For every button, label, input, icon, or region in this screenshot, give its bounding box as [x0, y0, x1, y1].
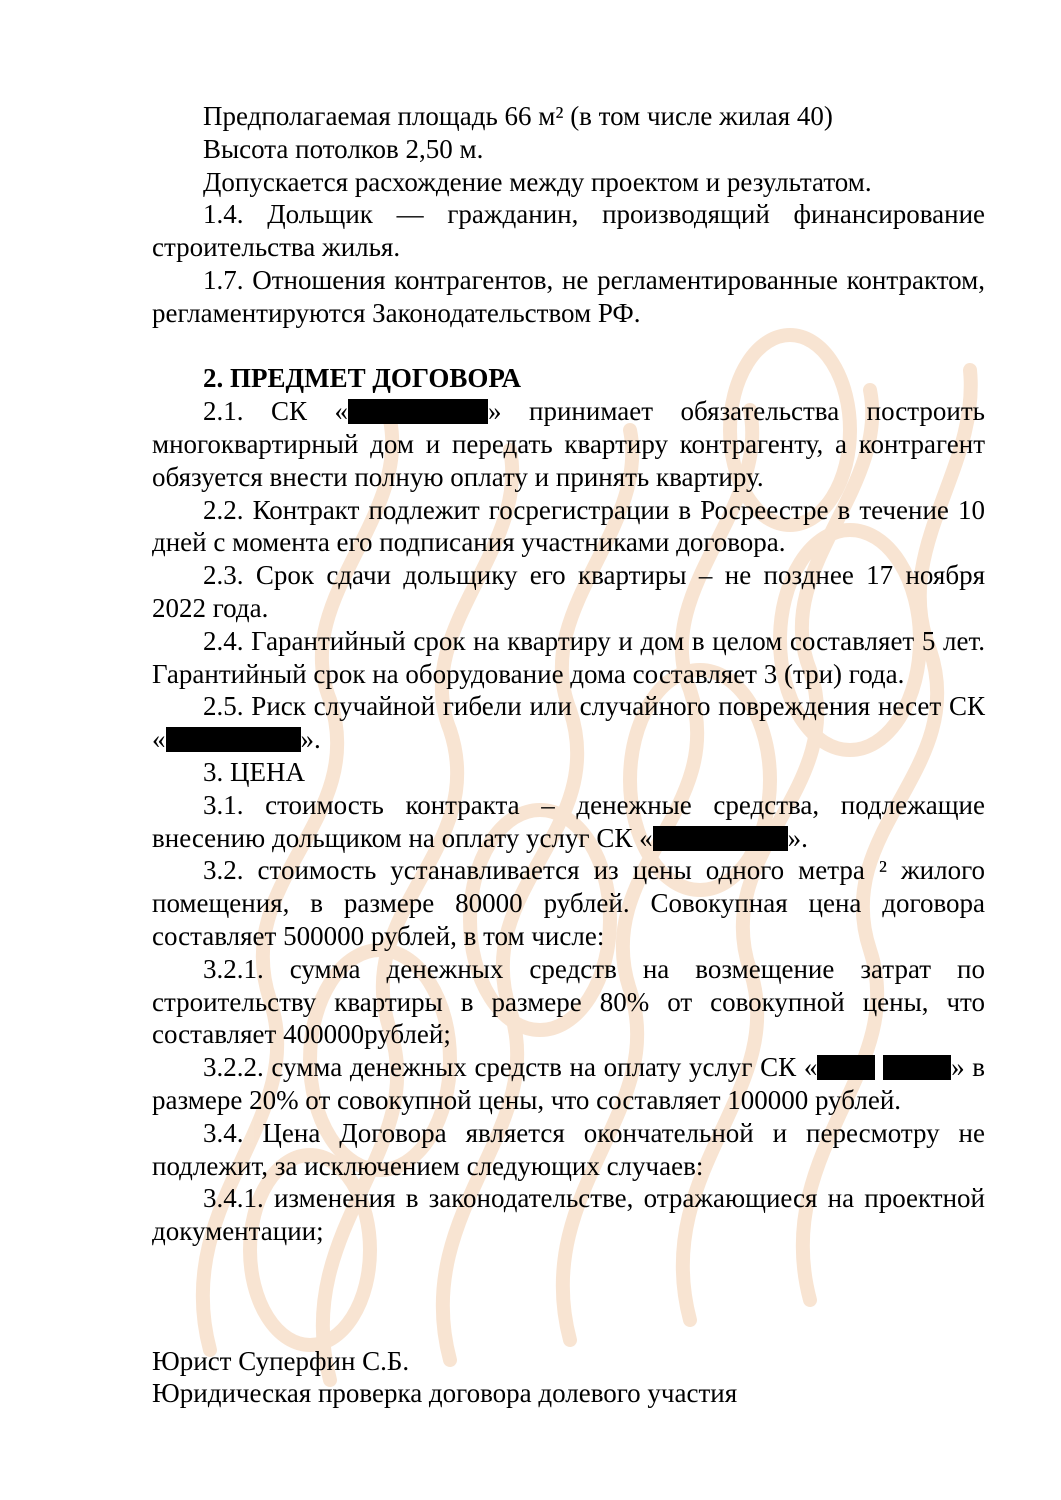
redaction-box: [883, 1055, 951, 1080]
clause-3-4-1: 3.4.1. изменения в законодательстве, отражающиеся на проектной документации;: [152, 1183, 985, 1247]
section-3-heading: 3. ЦЕНА: [203, 756, 305, 787]
clause-3-2-2-start: 3.2.2. сумма денежных средств на оплату услуг СК «: [203, 1052, 818, 1083]
clause-2-3: 2.3. Срок сдачи дольщику его квартиры – не позднее 17 ноября 2022 года.: [152, 560, 985, 623]
clause-3-2-2: [152, 1051, 985, 1117]
redaction-box: [166, 727, 301, 752]
document-body: [152, 100, 985, 1248]
discrepancy-line: Допускается расхождение между проектом и результатом.: [203, 166, 872, 197]
clause-3-2-1: 3.2.1. сумма денежных средств на возмещение затрат по строительству квартиры в размере 80% от совокупной цены, что составляет 400000рублей;: [152, 953, 985, 1050]
document-caption: Юридическая проверка договора долевого участия: [152, 1378, 738, 1408]
ceiling-line: Высота потолков 2,50 м.: [203, 133, 484, 164]
clause-2-5-start: 2.5. Риск случайной гибели или случайного повреждения несет СК «: [152, 691, 985, 755]
clause-3-1: [152, 789, 985, 855]
clause-2-4: 2.4. Гарантийный срок на квартиру и дом в целом составляет 5 лет. Гарантийный срок на оборудование дома составляет 3 (три) года.: [152, 625, 985, 689]
clause-1-7: 1.7. Отношения контрагентов, не регламентированные контрактом, регламентируются Законодательством РФ.: [152, 264, 985, 328]
document-footer: [152, 1345, 737, 1409]
clause-1-4: 1.4. Дольщик — гражданин, производящий финансирование строительства жилья.: [152, 199, 985, 263]
clause-2-5: [152, 690, 985, 756]
clause-2-2: 2.2. Контракт подлежит госрегистрации в Росреестре в течение 10 дней с момента его подписания участниками договора.: [152, 494, 985, 558]
section-2-heading: 2. ПРЕДМЕТ ДОГОВОРА: [203, 363, 521, 394]
clause-3-1-end: ».: [787, 822, 808, 853]
clause-3-2: 3.2. стоимость устанавливается из цены одного метра ² жилого помещения, в размере 80000 рублей. Совокупная цена договора составляет 500000 рублей, в том числе:: [152, 855, 985, 951]
clause-3-4: 3.4. Цена Договора является окончательной и пересмотру не подлежит, за исключением следующих случаев:: [152, 1117, 985, 1181]
area-line: Предполагаемая площадь 66 м² (в том числе жилая 40): [203, 101, 833, 131]
clause-2-1-end: » принимает обязательства построить многоквартирный дом и передать квартиру контрагенту, а контрагент обязуется внести полную оплату и принять квартиру.: [152, 396, 985, 492]
redaction-box: [348, 399, 488, 424]
redaction-box: [653, 826, 788, 851]
clause-2-5-end: ».: [300, 724, 321, 755]
clause-2-1-start: 2.1. СК «: [203, 396, 349, 427]
clause-2-1: [152, 395, 985, 493]
redaction-box: [817, 1055, 875, 1080]
author-signature: Юрист Суперфин С.Б.: [152, 1346, 410, 1376]
clause-3-1-start: 3.1. стоимость контракта – денежные средства, подлежащие внесению дольщиком на оплату услуг СК «: [152, 789, 985, 853]
clause-3-2-2-end: » в размере 20% от совокупной цены, что составляет 100000 рублей.: [152, 1052, 985, 1115]
